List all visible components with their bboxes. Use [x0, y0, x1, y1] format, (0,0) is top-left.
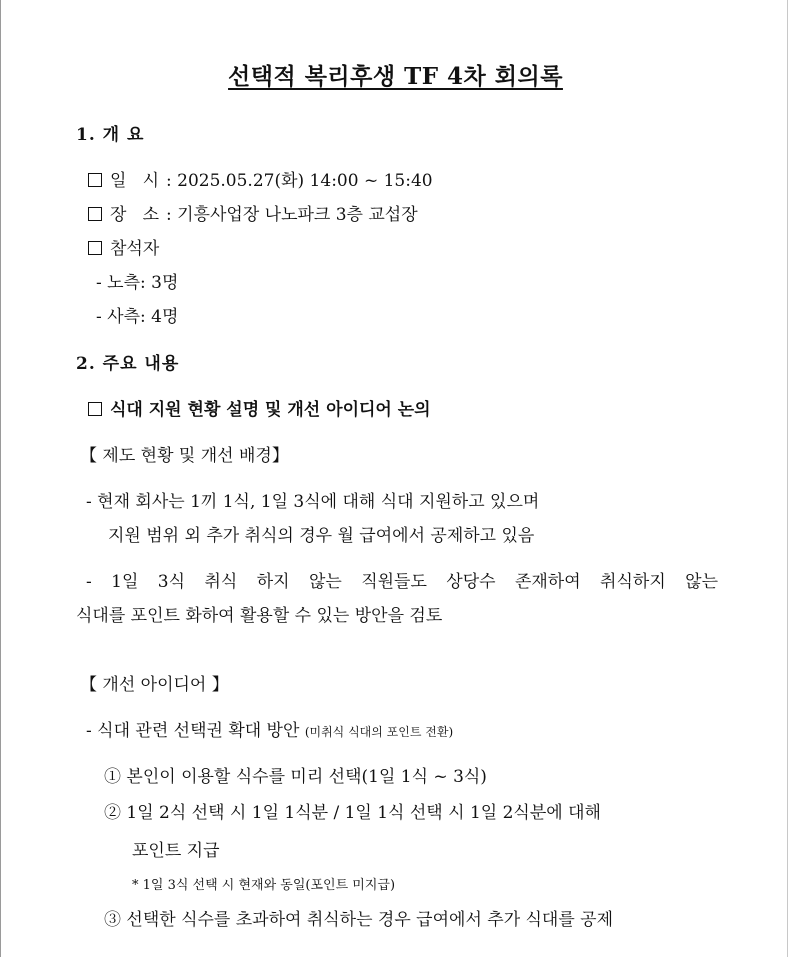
document-title: 선택적 복리후생 TF 4차 회의록 — [228, 63, 563, 90]
idea-main-note: (미취식 식대의 포인트 전환) — [304, 725, 454, 739]
background-line-3: - 1일 3식 취식 하지 않는 직원들도 상당수 존재하여 취식하지 않는 — [86, 572, 718, 592]
topic-row — [88, 399, 431, 421]
date-row — [88, 170, 433, 192]
background-line-1: - 현재 회사는 1끼 1식, 1일 3식에 대해 식대 지원하고 있으며 — [86, 492, 540, 512]
idea-item-2-continued: 포인트 지급 — [132, 841, 220, 861]
topic-text: 식대 지원 현황 설명 및 개선 아이디어 논의 — [110, 400, 431, 420]
idea-main-text: - 식대 관련 선택권 확대 방안 — [86, 721, 300, 741]
place-label: 장 소 — [110, 205, 160, 225]
idea-item-1: ① 본인이 이용할 식수를 미리 선택(1일 1식 ~ 3식) — [104, 767, 487, 787]
place-row — [88, 204, 418, 226]
checkbox-square-icon — [88, 241, 102, 255]
checkbox-square-icon — [88, 402, 102, 416]
idea-item-3: ③ 선택한 식수를 초과하여 취식하는 경우 급여에서 추가 식대를 공제 — [104, 910, 614, 930]
labor-attendees: - 노측: 3명 — [96, 273, 179, 293]
idea-item-2-note: * 1일 3식 선택 시 현재와 동일(포인트 미지급) — [132, 878, 396, 893]
attendee-label: 참석자 — [110, 239, 160, 259]
ideas-header: 【 개선 아이디어 】 — [80, 675, 229, 695]
background-line-4: 식대를 포인트 화하여 활용할 수 있는 방안을 검토 — [76, 606, 443, 626]
attendee-row — [88, 238, 159, 260]
management-attendees: - 사측: 4명 — [96, 307, 179, 327]
date-label: 일 시 — [110, 171, 160, 191]
checkbox-square-icon — [88, 173, 102, 187]
background-header: 【 제도 현황 및 개선 배경】 — [80, 446, 289, 466]
idea-item-2: ② 1일 2식 선택 시 1일 1식분 / 1일 1식 선택 시 1일 2식분에 대해 — [104, 803, 601, 823]
place-value: : 기흥사업장 나노파크 3층 교섭장 — [166, 205, 418, 225]
section-2-heading: 2. 주요 내용 — [76, 354, 180, 374]
checkbox-square-icon — [88, 207, 102, 221]
section-1-heading: 1. 개 요 — [76, 125, 145, 145]
background-line-2: 지원 범위 외 추가 취식의 경우 월 급여에서 공제하고 있음 — [108, 526, 535, 546]
idea-main — [86, 720, 453, 743]
date-value: : 2025.05.27(화) 14:00 ~ 15:40 — [166, 171, 433, 191]
